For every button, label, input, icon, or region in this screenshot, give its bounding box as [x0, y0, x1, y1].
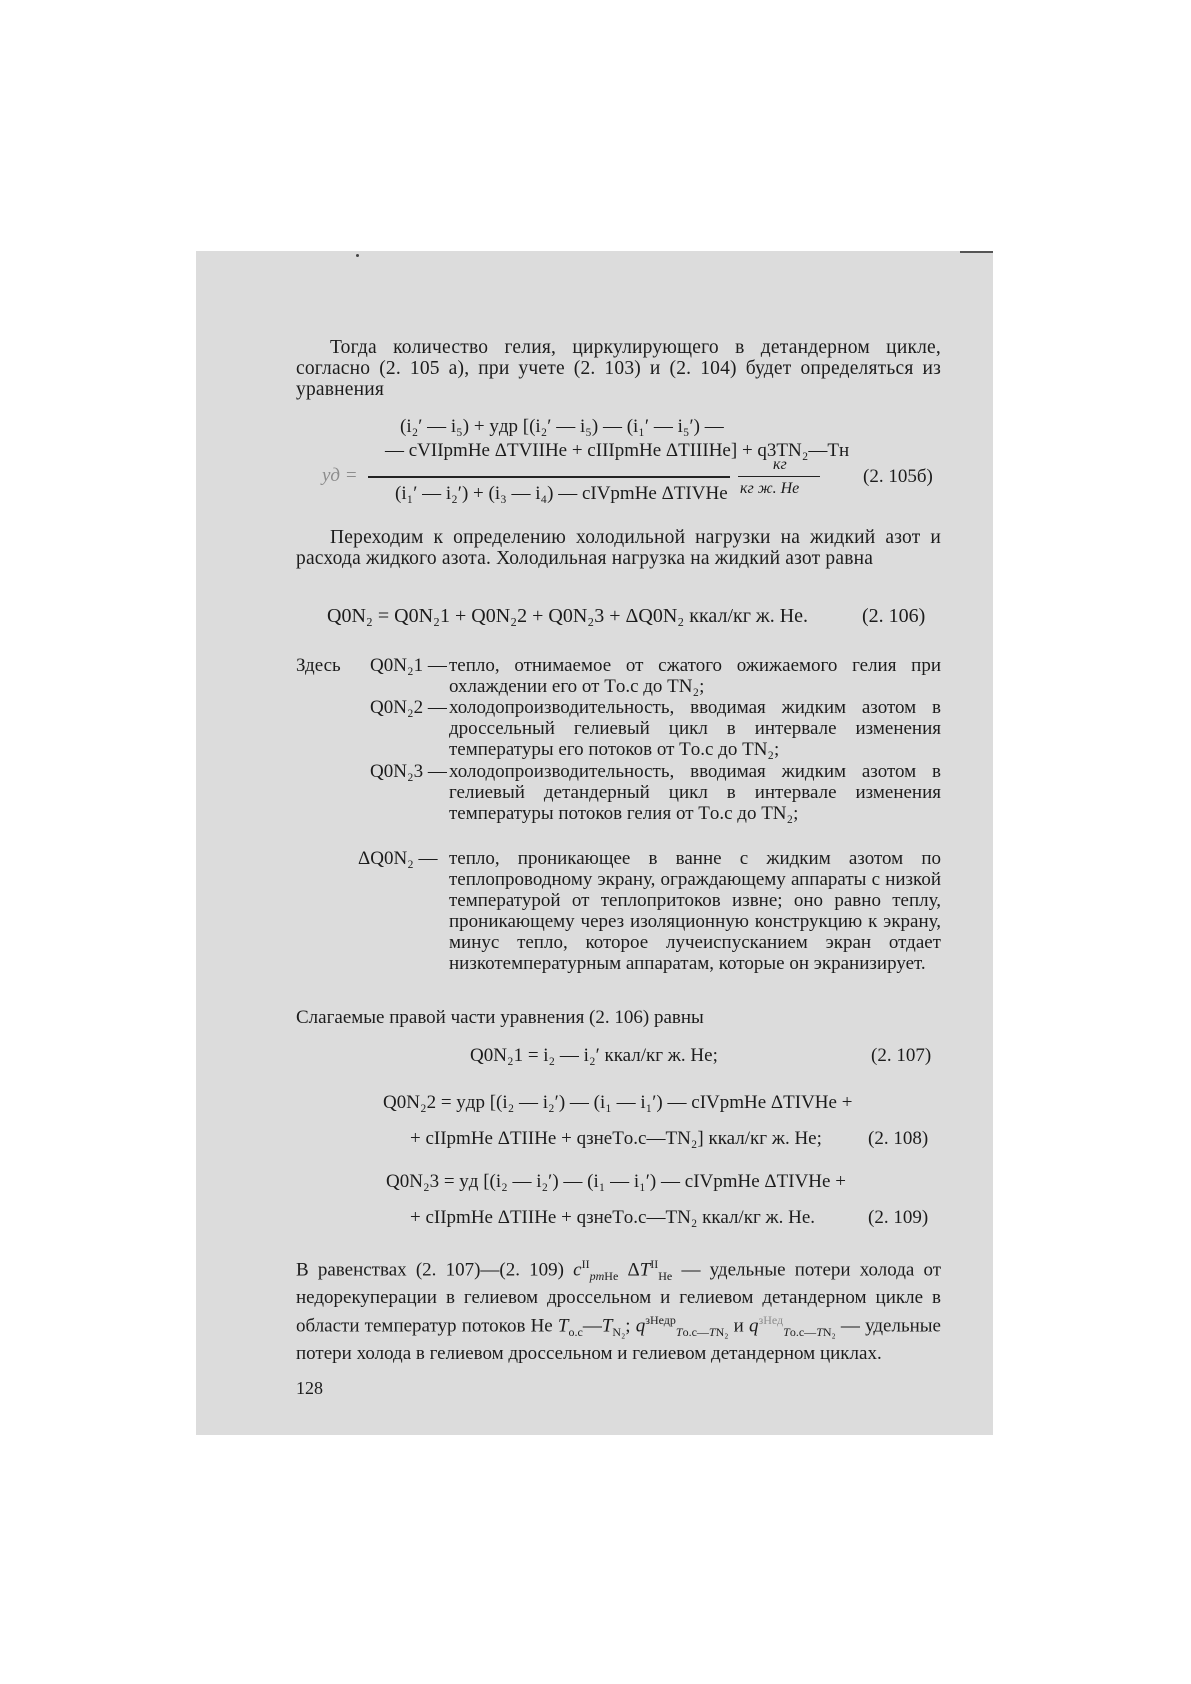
- eq107: Q0N₂1 = i₂ — i₂′ ккал/кг ж. Не;: [470, 1045, 718, 1066]
- definition-term-4: ΔQ0N₂ —: [358, 848, 438, 869]
- paragraph-losses-end: — удельные потери холода в гелиевом дроссельном и гелиевом детандерном циклах.: [296, 1315, 941, 1365]
- definition-text-3: холодопроизводительность, вводимая жидким азотом в гелиевый детандерный цикл в интервале изменения температуры потоков гелия от Tо.с до TN₂;: [449, 761, 941, 824]
- definition-text-4: тепло, проникающее в ванне с жидким азотом по теплопроводному экрану, ограждающему аппараты с низкой температурой от теплопритоков извне; оно равно теплу, проникающему через изоляционную конструкцию к экрану, минус тепло, которое лучеиспусканием экран отдает низкотемпературным аппаратам, которые он экранизирует.: [449, 848, 941, 974]
- eq109-number: (2. 109): [868, 1207, 929, 1228]
- eq105b-units-bottom: кг ж. Не: [740, 480, 800, 497]
- eq108-line1: Q0N₂2 = yдр [(i₂ — i₂′) — (i₁ — i₁′) — cIVpmHe ΔTIVHe +: [383, 1092, 853, 1113]
- eq105b-number: (2. 105б): [863, 466, 933, 487]
- eq107-number: (2. 107): [871, 1045, 932, 1066]
- definition-text-1: тепло, отнимаемое от сжатого ожижаемого гелия при охлаждении его от Tо.с до TN₂;: [449, 655, 941, 697]
- eq109-line1: Q0N₂3 = yд [(i₂ — i₂′) — (i₁ — i₁′) — cIVpmHe ΔTIVHe +: [386, 1171, 846, 1192]
- paragraph-losses-start: В равенствах (2. 107)—(2. 109): [296, 1259, 564, 1281]
- eq105b-lhs: yд =: [322, 465, 358, 486]
- paragraph-intro: Тогда количество гелия, циркулирующего в детандерном цикле, согласно (2. 105 а), при учете (2. 103) и (2. 104) будет определяться из уравнения: [296, 337, 941, 400]
- eq105b-numerator-line2: — cVIIpmHe ΔTVIIHe + cIIIpmHe ΔTIIIHe] + q3TN₂—Tн: [385, 440, 850, 461]
- eq106: Q0N₂ = Q0N₂1 + Q0N₂2 + Q0N₂3 + ΔQ0N₂ ккал/кг ж. Не.: [327, 605, 809, 627]
- eq109-line2: + cIIpmHe ΔTIIHe + qзнеTо.с—TN₂ ккал/кг ж. Не.: [410, 1207, 816, 1228]
- eq105b-units-bar: [738, 476, 820, 477]
- scan-edge-mark: [960, 251, 993, 253]
- page-number: 128: [296, 1378, 323, 1398]
- eq105b-denominator: (i₁′ — i₂′) + (i₃ — i₄) — cIVpmHe ΔTIVHe: [395, 483, 728, 504]
- scan-speck: [356, 254, 359, 257]
- eq105b-units-top: кг: [773, 456, 787, 473]
- eq105b-fraction-bar: [368, 476, 730, 478]
- eq105b-numerator-line1: (i₂′ — i₅) + yдр [(i₂′ — i₅) — (i₁′ — i₅′) —: [400, 416, 724, 437]
- paragraph-cooling-load: Переходим к определению холодильной нагрузки на жидкий азот и расхода жидкого азота. Холодильная нагрузка на жидкий азот равна: [296, 527, 941, 569]
- eq108-line2: + cIIpmHe ΔTIIHe + qзнеTо.с—TN₂] ккал/кг ж. Не;: [410, 1128, 822, 1149]
- definitions-intro: Здесь: [296, 655, 341, 676]
- paragraph-losses-middle: — удельные потери холода от недорекуперации в гелиевом дроссельном и гелиевом детандерном цикле в области температур потоков Не: [296, 1259, 942, 1337]
- definition-term-3: Q0N₂3 —: [370, 761, 447, 782]
- definition-term-2: Q0N₂2 —: [370, 697, 447, 718]
- paragraph-losses: В равенствах (2. 107)—(2. 109) $c^{II}_{pmHe}$ $\Delta T^{II}_{He}$ — удельные потери холода от недорекуперации в гелиевом дроссельном и гелиевом детандерном цикле в области температур потоков Не $T_{о.с}—T_{N_2}$; $q^{зНедр}_{Tо.с—TN_2}$ и $q^{зНед}_{Tо.с—TN_2}$ — удельные потери холода в гелиевом дроссельном и гелиевом детандерном циклах.: [296, 1257, 942, 1365]
- eq108-number: (2. 108): [868, 1128, 929, 1149]
- eq106-number: (2. 106): [862, 605, 926, 627]
- definition-text-2: холодопроизводительность, вводимая жидким азотом в дроссельный гелиевый цикл в интервале изменения температуры его потоков от Tо.с до TN₂;: [449, 697, 941, 760]
- definition-term-1: Q0N₂1 —: [370, 655, 447, 676]
- paragraph-terms-equal: Слагаемые правой части уравнения (2. 106) равны: [296, 1007, 704, 1028]
